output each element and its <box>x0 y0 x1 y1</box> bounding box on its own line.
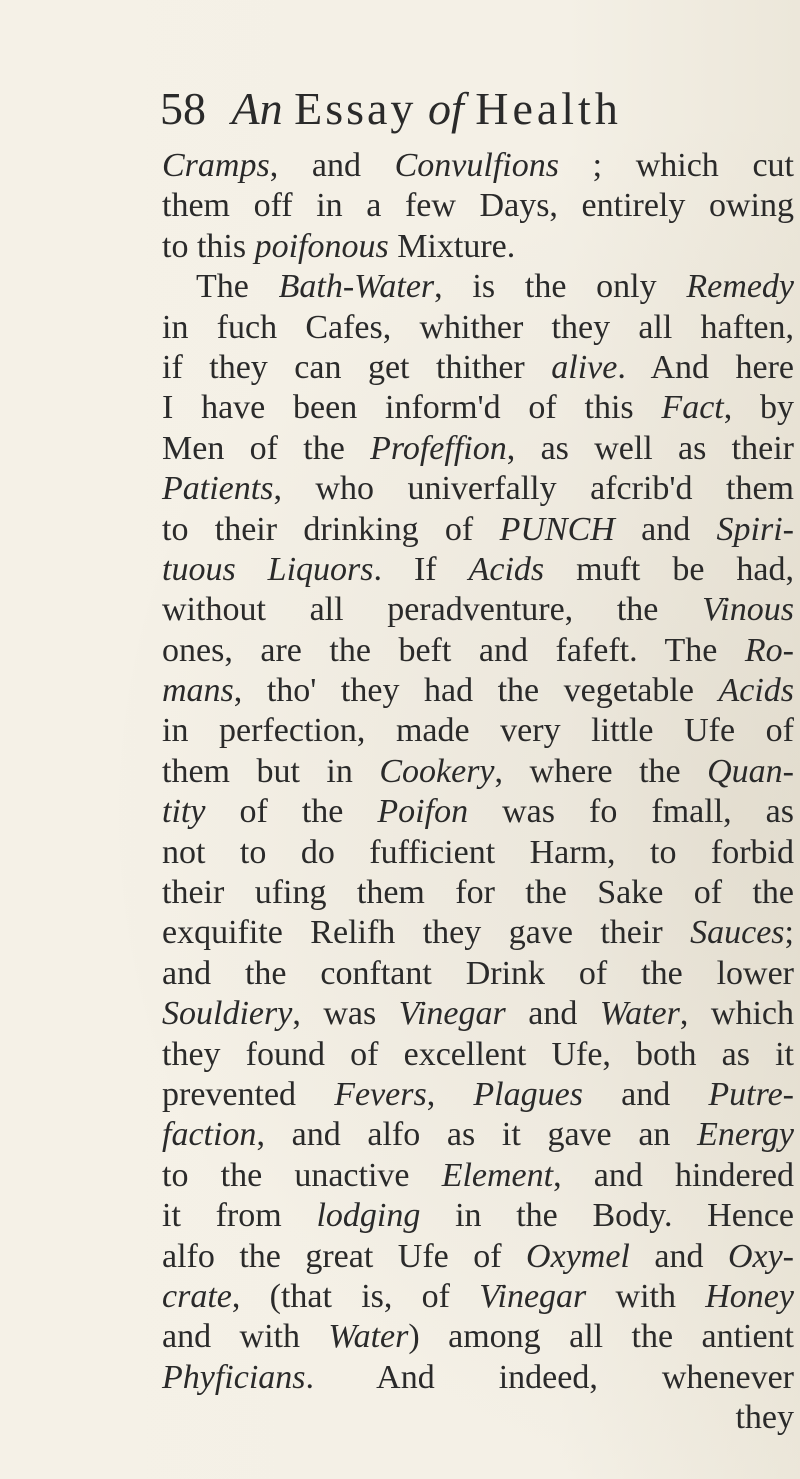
header-word-of: of <box>427 83 464 134</box>
italic-text-run: Vinegar <box>398 995 506 1033</box>
italic-text-run: Ro- <box>744 631 794 669</box>
text-line <box>162 631 794 671</box>
text-run: , where the <box>494 752 708 790</box>
text-line <box>162 550 794 590</box>
header-word-an: An <box>231 83 283 134</box>
text-line <box>162 1156 794 1196</box>
italic-text-run: Fevers <box>334 1075 427 1113</box>
text-run: muft be had, <box>544 550 794 588</box>
italic-text-run: Patients <box>162 470 274 508</box>
text-run: , tho' they had the vegetable <box>233 672 719 710</box>
text-line <box>162 792 794 832</box>
italic-text-run: alive <box>551 348 618 386</box>
text-line <box>162 873 794 913</box>
text-run: Mixture. <box>388 227 516 265</box>
text-line <box>162 913 794 953</box>
text-run: , which <box>679 995 794 1033</box>
text-run: , <box>426 1075 474 1113</box>
italic-text-run: Water <box>599 995 680 1033</box>
italic-text-run: Poifon <box>377 793 469 831</box>
text-line <box>162 388 794 428</box>
text-run: , by <box>723 389 795 427</box>
text-line <box>162 510 794 550</box>
text-line <box>162 1277 794 1317</box>
text-run: alfo the great Ufe of <box>162 1237 527 1275</box>
text-line <box>162 994 794 1034</box>
italic-text-run: Souldiery <box>162 995 293 1033</box>
text-run: prevented <box>162 1075 335 1113</box>
text-run: and <box>629 1237 728 1275</box>
text-run: , is the only <box>434 268 687 306</box>
text-run: not to do fufficient Harm, to forbid <box>162 833 794 871</box>
text-run: they found of excellent Ufe, both as it <box>162 1035 794 1073</box>
text-run: , and alfo as it gave an <box>256 1116 698 1154</box>
text-run: them but in <box>162 752 380 790</box>
text-run: , as well as their <box>506 429 794 467</box>
text-line <box>162 1317 794 1357</box>
text-line <box>162 1035 794 1075</box>
italic-text-run: Acids <box>718 672 794 710</box>
text-run: it from <box>162 1197 317 1235</box>
text-run: . And indeed, whenever <box>305 1358 794 1396</box>
text-line <box>162 469 794 509</box>
italic-text-run: Bath-Water <box>278 268 435 306</box>
text-run: and <box>582 1075 709 1113</box>
text-run: and the conftant Drink of the lower <box>162 954 794 992</box>
italic-text-run: lodging <box>316 1197 421 1235</box>
text-run: if they can get thither <box>162 348 552 386</box>
italic-text-run: Oxymel <box>526 1237 630 1275</box>
text-run: . And here <box>617 348 794 386</box>
italic-text-run: Plagues <box>473 1075 583 1113</box>
italic-text-run: Acids <box>468 550 545 588</box>
italic-text-run: Cramps <box>162 147 270 184</box>
text-run: in perfection, made very little Ufe of <box>162 712 794 750</box>
italic-text-run: poifonous <box>254 227 389 265</box>
italic-text-run: Oxy- <box>727 1237 794 1275</box>
text-run: without all peradventure, the <box>162 591 703 629</box>
italic-text-run: tuous Liquors <box>162 550 374 588</box>
text-line <box>162 308 794 348</box>
text-run: , who univerfally afcrib'd them <box>273 470 794 508</box>
text-run: , (that is, of <box>231 1277 480 1315</box>
text-line <box>162 348 794 388</box>
text-run: I have been inform'd of this <box>162 389 662 427</box>
text-line <box>162 429 794 469</box>
italic-text-run: Honey <box>705 1277 794 1315</box>
text-run: their ufing them for the Sake of the <box>162 874 794 912</box>
running-header <box>160 74 720 144</box>
italic-text-run: crate <box>162 1277 232 1315</box>
text-line <box>162 752 794 792</box>
text-run: ; which cut <box>558 147 794 184</box>
text-run: exquifite Relifh they gave their <box>162 914 691 952</box>
text-run: , and <box>269 147 395 184</box>
text-run: and <box>614 510 717 548</box>
text-run: The <box>196 268 279 306</box>
text-line <box>162 671 794 711</box>
italic-text-run: PUNCH <box>499 510 615 548</box>
text-run: to their drinking of <box>162 510 500 548</box>
text-run: was fo fmall, as <box>468 793 794 831</box>
text-line <box>162 1237 794 1277</box>
italic-text-run: Putre- <box>708 1075 794 1113</box>
text-run: of the <box>205 793 378 831</box>
text-run: , was <box>292 995 399 1033</box>
text-line <box>162 1398 794 1438</box>
text-run: and <box>505 995 600 1033</box>
italic-text-run: Water <box>328 1318 409 1356</box>
italic-text-run: Quan- <box>707 752 794 790</box>
text-run: they <box>735 1399 794 1437</box>
text-line <box>162 227 794 267</box>
text-line <box>162 954 794 994</box>
body-text <box>162 146 794 1439</box>
text-run: and with <box>162 1318 329 1356</box>
text-run: to this <box>162 227 255 265</box>
text-line <box>162 186 794 226</box>
text-run: in the Body. Hence <box>420 1197 795 1235</box>
italic-text-run: tity <box>162 793 206 831</box>
text-run: to the unactive <box>162 1156 442 1194</box>
italic-text-run: Energy <box>697 1116 794 1154</box>
text-run: ; <box>784 914 794 952</box>
text-line <box>162 1358 794 1398</box>
italic-text-run: Fact <box>661 389 724 427</box>
text-run: Men of the <box>162 429 371 467</box>
text-run: in fuch Cafes, whither they all haften, <box>162 308 794 346</box>
italic-text-run: Spiri- <box>716 510 794 548</box>
italic-text-run: mans <box>162 672 234 710</box>
text-line <box>162 711 794 751</box>
header-word-health: Health <box>475 83 622 134</box>
text-run: , and hindered <box>553 1156 794 1194</box>
text-line <box>162 833 794 873</box>
text-line <box>162 1196 794 1236</box>
page-number: 58 <box>160 83 206 134</box>
text-line <box>162 146 794 186</box>
italic-text-run: Convulfions <box>394 147 559 184</box>
text-line <box>162 590 794 630</box>
text-line <box>162 1115 794 1155</box>
text-run: them off in a few Days, entirely owing <box>162 187 794 225</box>
header-word-essay: Essay <box>294 83 417 134</box>
italic-text-run: Element <box>441 1156 554 1194</box>
italic-text-run: Remedy <box>686 268 795 306</box>
italic-text-run: Vinous <box>702 591 794 629</box>
text-line <box>162 1075 794 1115</box>
italic-text-run: Profeffion <box>370 429 507 467</box>
text-run: ) among all the antient <box>408 1318 794 1356</box>
italic-text-run: Cookery <box>379 752 495 790</box>
italic-text-run: faction <box>162 1116 257 1154</box>
italic-text-run: Sauces <box>690 914 785 952</box>
italic-text-run: Vinegar <box>479 1277 587 1315</box>
text-line <box>162 267 794 307</box>
text-run: . If <box>373 550 469 588</box>
text-run: ones, are the beft and fafeft. The <box>162 631 745 669</box>
text-run: with <box>586 1277 706 1315</box>
italic-text-run: Phyficians <box>162 1358 306 1396</box>
